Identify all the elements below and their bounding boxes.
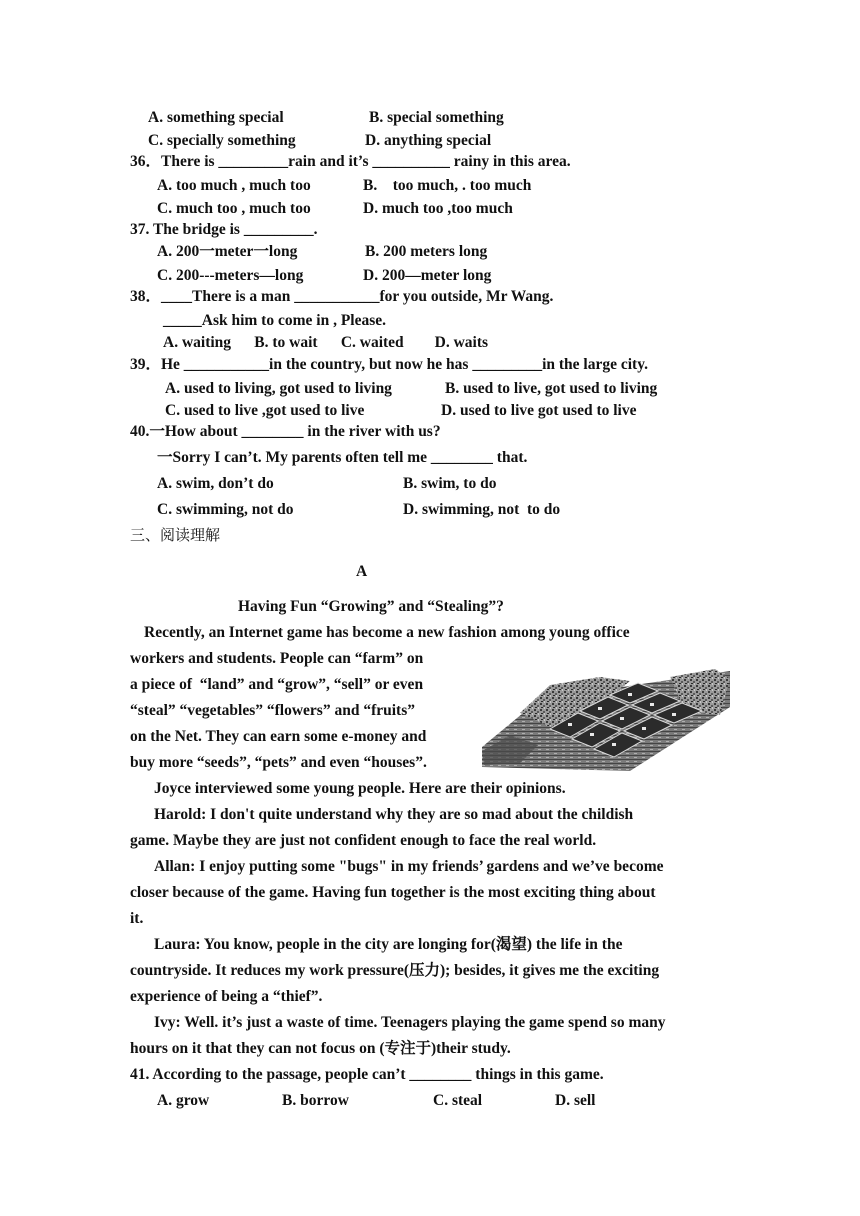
passage-line: game. Maybe they are just not confident enough to face the real world.: [130, 832, 597, 849]
q41-option-b: B. borrow: [282, 1092, 349, 1109]
q39-option-d: D. used to live got used to live: [441, 402, 637, 419]
q35-option-d: D. anything special: [365, 132, 492, 149]
q38-options: A. waiting B. to wait C. waited D. waits: [163, 334, 489, 351]
passage-line: Recently, an Internet game has become a new fashion among young office: [144, 624, 630, 641]
q41-option-a: A. grow: [157, 1092, 210, 1109]
passage-line: Allan: I enjoy putting some "bugs" in my friends’ gardens and we’ve become: [154, 858, 664, 875]
q40-stem-response: 一Sorry I can’t. My parents often tell me ________ that.: [157, 449, 528, 466]
q36-option-a: A. too much , much too: [157, 177, 311, 194]
passage-line: experience of being a “thief”.: [130, 988, 323, 1005]
q39-option-c: C. used to live ,got used to live: [165, 402, 365, 419]
passage-line: buy more “seeds”, “pets” and even “houses”.: [130, 754, 427, 771]
q36-stem: 36．There is _________rain and it’s __________ rainy in this area.: [130, 153, 571, 170]
passage-title: Having Fun “Growing” and “Stealing”?: [238, 598, 504, 615]
passage-line: Ivy: Well. it’s just a waste of time. Teenagers playing the game spend so many: [154, 1014, 666, 1031]
q35-option-c: C. specially something: [148, 132, 296, 149]
q37-option-a: A. 200一meter一long: [157, 243, 298, 260]
q36-option-c: C. much too , much too: [157, 200, 311, 217]
q41-option-c: C. steal: [433, 1092, 483, 1109]
passage-line: it.: [130, 910, 144, 927]
q39-option-b: B. used to live, got used to living: [445, 380, 658, 397]
q40-option-b: B. swim, to do: [403, 475, 497, 492]
q36-option-b: B. too much, . too much: [363, 177, 532, 194]
q39-option-a: A. used to living, got used to living: [165, 380, 392, 397]
passage-line: “steal” “vegetables” “flowers” and “fruits”: [130, 702, 415, 719]
q40-stem: 40.一How about ________ in the river with us?: [130, 423, 441, 440]
passage-label: A: [356, 563, 368, 580]
passage-line: Joyce interviewed some young people. Here are their opinions.: [154, 780, 566, 797]
passage-line: hours on it that they can not focus on (专注于)their study.: [130, 1040, 511, 1057]
passage-line: countryside. It reduces my work pressure(压力); besides, it gives me the exciting: [130, 962, 660, 979]
passage-line: workers and students. People can “farm” on: [130, 650, 424, 667]
section-heading: 三、阅读理解: [130, 526, 221, 544]
q40-option-c: C. swimming, not do: [157, 501, 294, 518]
q35-option-a: A. something special: [148, 109, 284, 126]
q38-stem-response: _____Ask him to come in , Please.: [163, 312, 387, 329]
q35-option-b: B. special something: [369, 109, 504, 126]
q37-stem: 37. The bridge is _________.: [130, 221, 318, 238]
q37-option-d: D. 200—meter long: [363, 267, 492, 284]
q41-stem: 41. According to the passage, people can’t ________ things in this game.: [130, 1066, 604, 1083]
q40-option-a: A. swim, don’t do: [157, 475, 274, 492]
q39-stem: 39．He ___________in the country, but now he has _________in the large city.: [130, 356, 648, 373]
q37-option-b: B. 200 meters long: [365, 243, 488, 260]
q38-stem: 38．____There is a man ___________for you outside, Mr Wang.: [130, 288, 554, 305]
passage-line: closer because of the game. Having fun together is the most exciting thing about: [130, 884, 656, 901]
passage-line: Laura: You know, people in the city are longing for(渴望) the life in the: [154, 936, 623, 953]
q40-option-d: D. swimming, not to do: [403, 501, 561, 518]
q41-option-d: D. sell: [555, 1092, 596, 1109]
farm-game-illustration: [480, 655, 732, 773]
q37-option-c: C. 200---meters—long: [157, 267, 304, 284]
passage-line: on the Net. They can earn some e-money and: [130, 728, 427, 745]
q36-option-d: D. much too ,too much: [363, 200, 513, 217]
passage-line: a piece of “land” and “grow”, “sell” or even: [130, 676, 424, 693]
passage-line: Harold: I don't quite understand why they are so mad about the childish: [154, 806, 634, 823]
